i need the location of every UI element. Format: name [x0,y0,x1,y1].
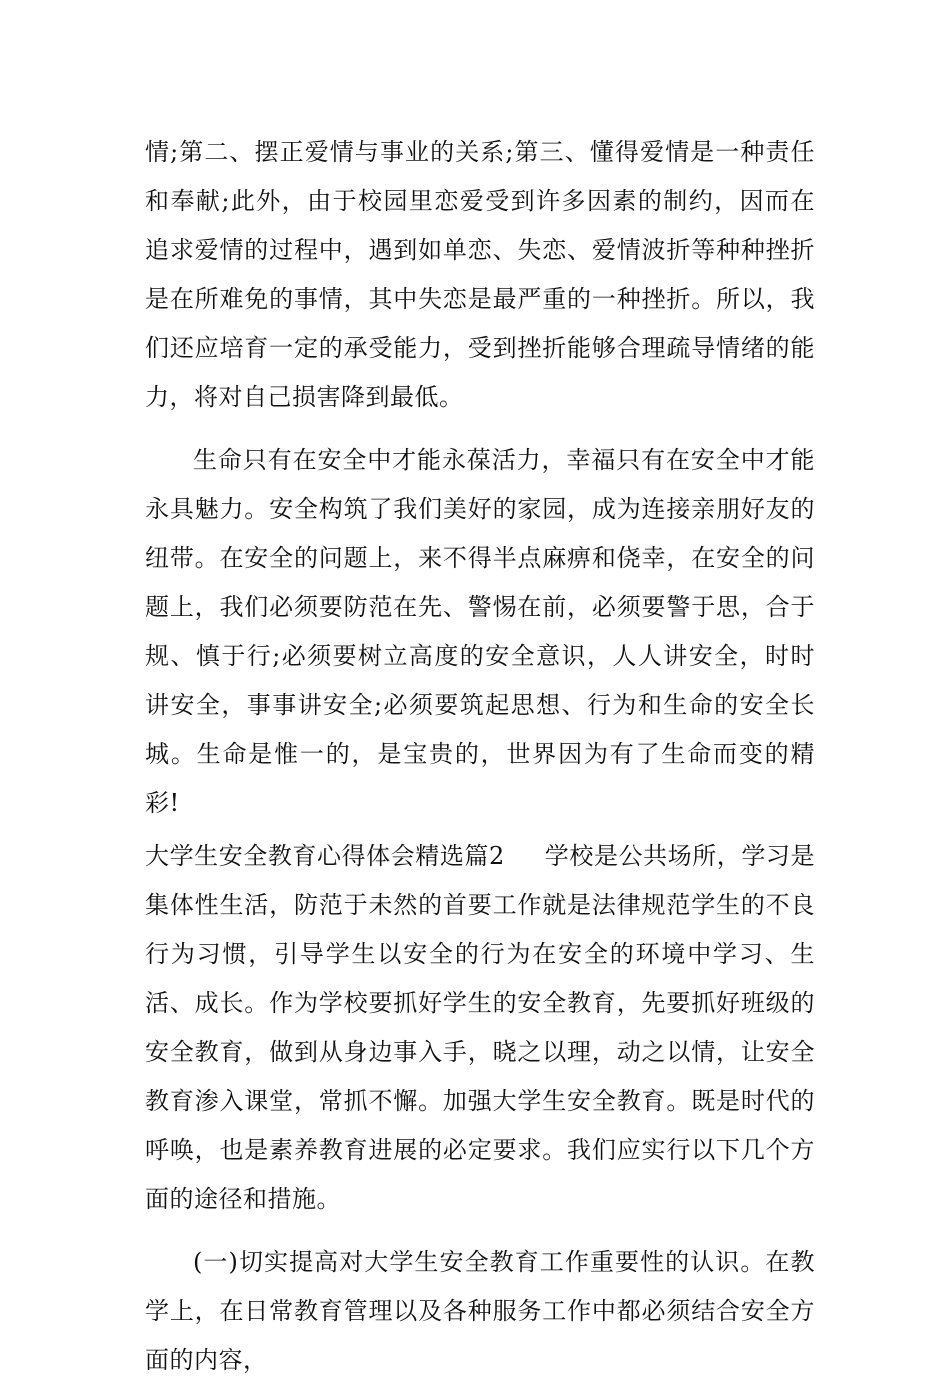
paragraph-school-public-place [145,832,815,1224]
paragraph-value-of-safety: 生命只有在安全中才能永葆活力，幸福只有在安全中才能永具魅力。安全构筑了我们美好的家园，成为连接亲朋好友的纽带。在安全的问题上，来不得半点麻痹和侥幸，在安全的问题上，我们必须要防范在先、警惕在前，必须要警于思，合于规、慎于行;必须要树立高度的安全意识，人人讲安全，时时讲安全，事事讲安全;必须要筑起思想、行为和生命的安全长城。生命是惟一的，是宝贵的，世界因为有了生命而变的精彩! [145,446,815,817]
paragraph-school-public-place-text: 学校是公共场所，学习是集体性生活，防范于未然的首要工作就是法律规范学生的不良行为习惯，引导学生以安全的行为在安全的环境中学习、生活、成长。作为学校要抓好学生的安全教育，先要抓好班级的安全教育，做到从身边事入手，晓之以理，动之以情，让安全教育渗入课堂，常抓不懈。加强大学生安全教育。既是时代的呼唤，也是素养教育进展的必定要求。我们应实行以下几个方面的途径和措施。 [145,842,815,1213]
paragraph-love-and-setbacks: 情;第二、摆正爱情与事业的关系;第三、懂得爱情是一种责任和奉献;此外，由于校园里恋爱受到许多因素的制约，因而在追求爱情的过程中，遇到如单恋、失恋、爱情波折等种种挫折是在所难免的事情，其中失恋是最严重的一种挫折。所以，我们还应培育一定的承受能力，受到挫折能够合理疏导情绪的能力，将对自己损害降到最低。 [145,138,815,411]
section-heading: 大学生安全教育心得体会精选篇2 [145,842,505,870]
paragraph-measure-one: (一)切实提高对大学生安全教育工作重要性的认识。在教学上，在日常教育管理以及各种服务工作中都必须结合安全方面的内容， [145,1248,815,1374]
document-body [145,128,815,1385]
